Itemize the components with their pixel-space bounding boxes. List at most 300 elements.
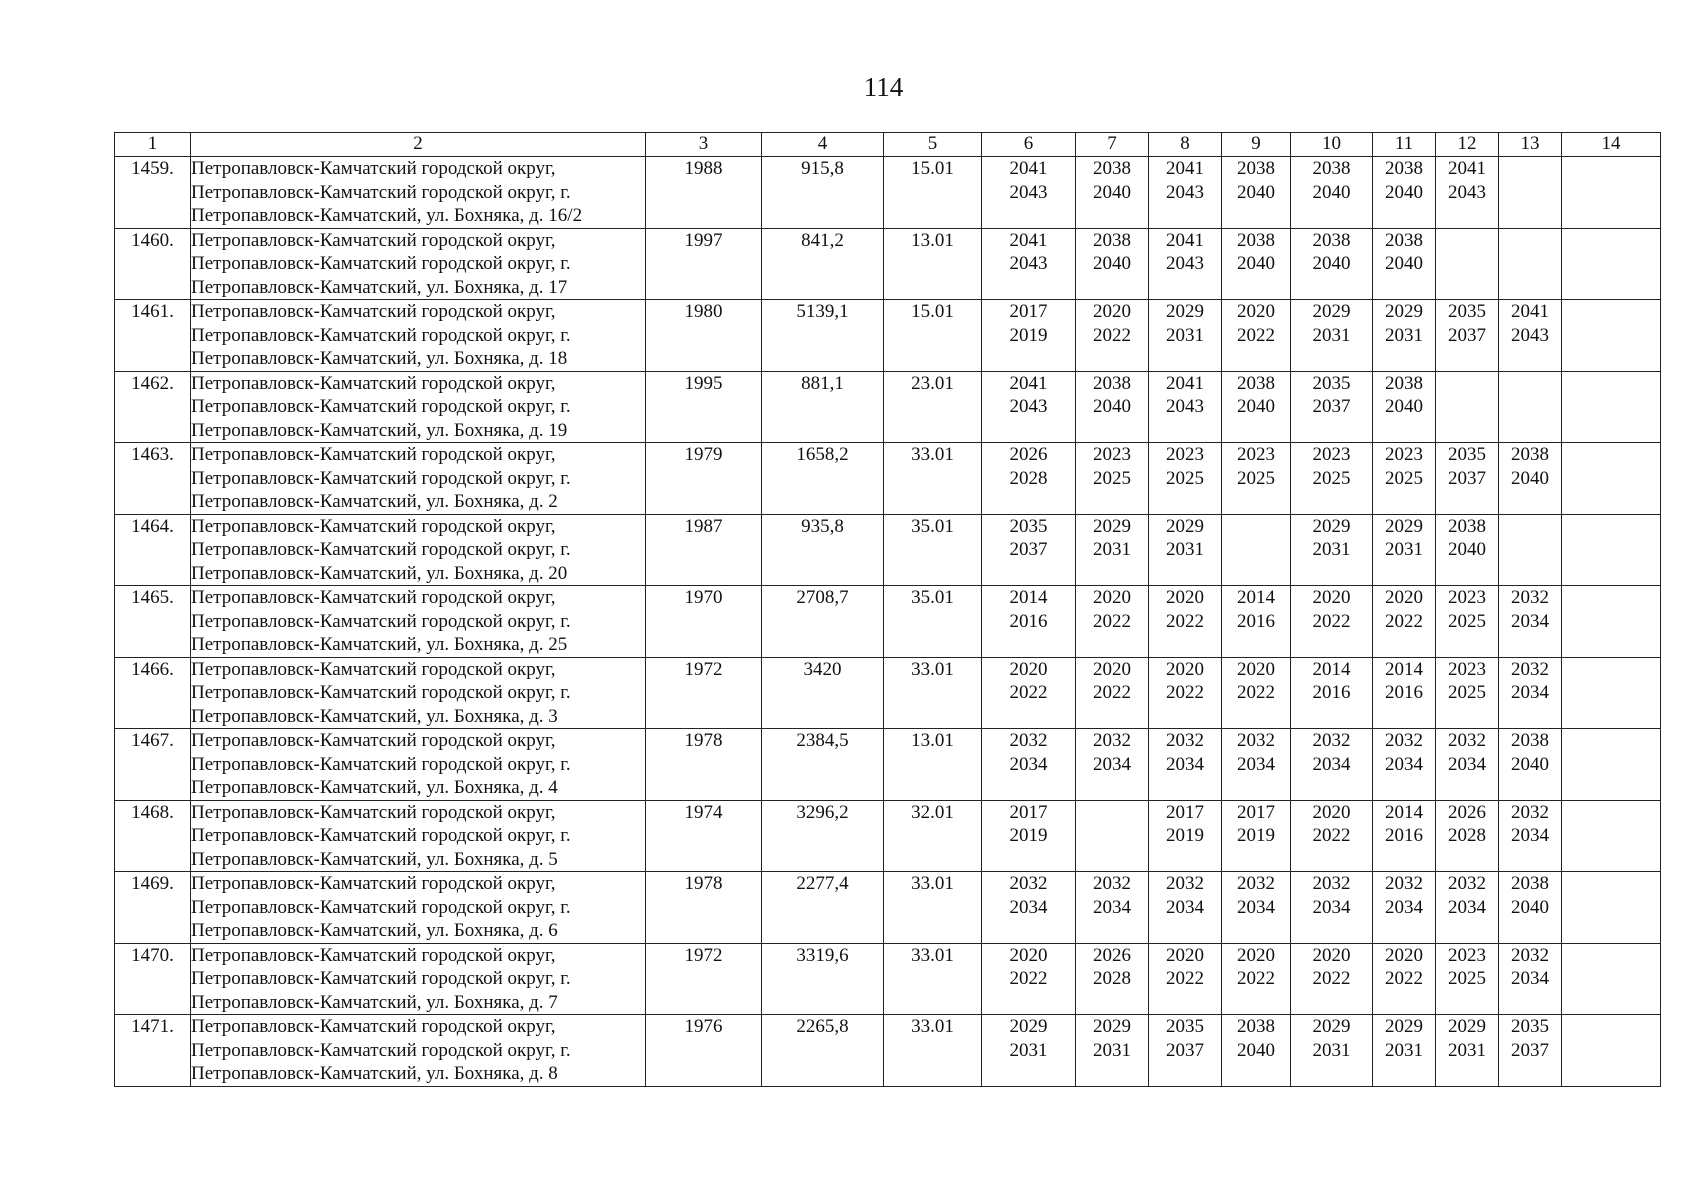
period-cell <box>1149 943 1222 1015</box>
period-year: 2038 <box>1312 158 1351 179</box>
period-cell <box>1291 729 1373 801</box>
build-year-cell: 1995 <box>646 371 762 443</box>
period-year: 2031 <box>1312 1039 1351 1061</box>
period-year: 2029 <box>1009 1016 1048 1037</box>
period-cell <box>1291 371 1373 443</box>
period-cell <box>1436 228 1499 300</box>
period-cell <box>1373 228 1436 300</box>
period-year: 2035 <box>1009 515 1048 537</box>
period-year: 2020 <box>1166 944 1204 966</box>
address-cell <box>191 657 646 729</box>
period-cell <box>1291 586 1373 658</box>
period-year: 2032 <box>1511 658 1549 680</box>
period-year: 2031 <box>1093 1039 1131 1061</box>
period-year: 2040 <box>1237 396 1275 417</box>
period-year: 2031 <box>1385 1039 1423 1061</box>
period-cell <box>1436 586 1499 658</box>
area-cell: 3420 <box>762 657 884 729</box>
period-year: 2041 <box>1166 229 1204 251</box>
address-line: Петропавловск-Камчатский городской округ, г. <box>191 467 571 489</box>
period-year: 2025 <box>1385 467 1423 489</box>
period-year: 2032 <box>1511 587 1549 608</box>
period-year: 2026 <box>1009 444 1048 465</box>
area-cell: 2265,8 <box>762 1015 884 1087</box>
period-cell <box>1499 657 1562 729</box>
period-cell <box>1222 228 1291 300</box>
period-year: 2037 <box>1448 467 1486 489</box>
address-cell <box>191 586 646 658</box>
address-line: Петропавловск-Камчатский, ул. Бохняка, д. 17 <box>191 276 568 298</box>
period-year: 2022 <box>1237 682 1275 703</box>
period-year: 2034 <box>1166 896 1204 918</box>
period-cell <box>1291 157 1373 229</box>
address-line: Петропавловск-Камчатский, ул. Бохняка, д. 25 <box>191 634 568 655</box>
period-cell <box>1562 157 1661 229</box>
period-year: 2022 <box>1009 968 1048 989</box>
period-year: 2034 <box>1511 682 1549 703</box>
period-cell <box>1222 300 1291 372</box>
row-number: 1465. <box>115 586 191 658</box>
address-line: Петропавловск-Камчатский городской округ, <box>191 158 556 179</box>
period-year: 2040 <box>1093 181 1131 203</box>
period-year: 2043 <box>1448 181 1486 203</box>
period-cell <box>1291 228 1373 300</box>
period-cell <box>1562 586 1661 658</box>
table-row <box>115 228 1661 300</box>
address-line: Петропавловск-Камчатский городской округ, <box>191 444 556 465</box>
area-cell: 2277,4 <box>762 872 884 944</box>
row-number: 1459. <box>115 157 191 229</box>
table-row <box>115 514 1661 586</box>
row-number: 1461. <box>115 300 191 372</box>
period-year: 2040 <box>1093 396 1131 417</box>
period-year: 2020 <box>1385 587 1423 608</box>
area-cell: 3296,2 <box>762 800 884 872</box>
period-cell <box>1076 443 1149 515</box>
period-year: 2034 <box>1448 753 1486 775</box>
build-year-cell: 1970 <box>646 586 762 658</box>
period-year: 2037 <box>1166 1039 1204 1061</box>
column-header: 10 <box>1291 133 1373 157</box>
period-year: 2029 <box>1312 515 1351 537</box>
code-cell: 33.01 <box>884 657 982 729</box>
build-year-cell: 1980 <box>646 300 762 372</box>
code-cell: 35.01 <box>884 514 982 586</box>
period-cell <box>1291 800 1373 872</box>
period-cell <box>1291 943 1373 1015</box>
period-cell <box>1149 514 1222 586</box>
period-year: 2017 <box>1166 801 1204 823</box>
address-line: Петропавловск-Камчатский городской округ, г. <box>191 610 571 632</box>
period-year: 2028 <box>1093 968 1131 989</box>
period-cell <box>1499 371 1562 443</box>
build-year-cell: 1978 <box>646 729 762 801</box>
period-year: 2041 <box>1009 372 1048 394</box>
period-year: 2032 <box>1093 873 1131 894</box>
column-header: 3 <box>646 133 762 157</box>
period-cell <box>982 800 1076 872</box>
period-year: 2016 <box>1237 610 1275 632</box>
column-header: 11 <box>1373 133 1436 157</box>
code-cell: 13.01 <box>884 228 982 300</box>
column-header: 6 <box>982 133 1076 157</box>
period-cell <box>982 943 1076 1015</box>
period-cell <box>1373 300 1436 372</box>
area-cell: 881,1 <box>762 371 884 443</box>
period-year: 2020 <box>1385 944 1423 966</box>
column-header: 7 <box>1076 133 1149 157</box>
period-cell <box>1373 443 1436 515</box>
period-cell <box>1222 371 1291 443</box>
area-cell: 2384,5 <box>762 729 884 801</box>
period-year: 2019 <box>1009 825 1048 846</box>
address-line: Петропавловск-Камчатский, ул. Бохняка, д. 3 <box>191 705 558 727</box>
row-number: 1462. <box>115 371 191 443</box>
period-year: 2029 <box>1093 1016 1131 1037</box>
period-cell <box>982 157 1076 229</box>
period-cell <box>1499 443 1562 515</box>
period-year: 2022 <box>1385 610 1423 632</box>
row-number: 1467. <box>115 729 191 801</box>
code-cell: 13.01 <box>884 729 982 801</box>
period-cell <box>1149 872 1222 944</box>
code-cell: 15.01 <box>884 157 982 229</box>
table-row <box>115 300 1661 372</box>
period-year: 2034 <box>1009 896 1048 918</box>
period-year: 2043 <box>1166 396 1204 417</box>
period-year: 2037 <box>1009 539 1048 560</box>
column-header: 13 <box>1499 133 1562 157</box>
period-cell <box>1562 443 1661 515</box>
period-cell <box>1499 800 1562 872</box>
period-year: 2040 <box>1237 253 1275 274</box>
period-year: 2032 <box>1448 873 1486 894</box>
period-cell <box>1076 729 1149 801</box>
period-year: 2022 <box>1237 968 1275 989</box>
period-cell <box>1373 1015 1436 1087</box>
period-year: 2025 <box>1448 610 1486 632</box>
period-year: 2038 <box>1511 444 1549 465</box>
period-year: 2025 <box>1237 467 1275 489</box>
address-line: Петропавловск-Камчатский городской округ, г. <box>191 396 571 417</box>
period-year: 2038 <box>1312 229 1351 251</box>
period-year: 2023 <box>1385 444 1423 465</box>
address-line: Петропавловск-Камчатский городской округ, <box>191 801 556 823</box>
period-cell <box>1149 443 1222 515</box>
address-line: Петропавловск-Камчатский городской округ, <box>191 301 556 322</box>
period-year: 2032 <box>1237 730 1275 751</box>
period-year: 2020 <box>1166 658 1204 680</box>
period-year: 2020 <box>1237 301 1275 322</box>
code-cell: 33.01 <box>884 1015 982 1087</box>
period-year: 2022 <box>1093 324 1131 346</box>
address-cell <box>191 514 646 586</box>
period-year: 2034 <box>1511 610 1549 632</box>
period-year: 2022 <box>1009 682 1048 703</box>
period-year: 2023 <box>1448 587 1486 608</box>
address-line: Петропавловск-Камчатский городской округ, г. <box>191 968 571 989</box>
period-year: 2017 <box>1009 801 1048 823</box>
period-year: 2034 <box>1312 753 1351 775</box>
period-year: 2025 <box>1166 467 1204 489</box>
period-year: 2022 <box>1093 610 1131 632</box>
period-year: 2020 <box>1237 658 1275 680</box>
period-cell <box>1291 514 1373 586</box>
period-year: 2040 <box>1385 181 1423 203</box>
table-row <box>115 800 1661 872</box>
period-cell <box>1149 1015 1222 1087</box>
period-cell <box>1373 514 1436 586</box>
period-year: 2020 <box>1237 944 1275 966</box>
period-cell <box>1499 943 1562 1015</box>
period-year: 2038 <box>1385 229 1423 251</box>
period-cell <box>1499 872 1562 944</box>
address-line: Петропавловск-Камчатский городской округ, г. <box>191 1039 571 1061</box>
row-number: 1468. <box>115 800 191 872</box>
period-cell <box>1436 657 1499 729</box>
period-cell <box>1373 872 1436 944</box>
period-year: 2029 <box>1312 1016 1351 1037</box>
build-year-cell: 1997 <box>646 228 762 300</box>
period-cell <box>1562 872 1661 944</box>
period-year: 2043 <box>1166 253 1204 274</box>
period-year: 2025 <box>1093 467 1131 489</box>
period-year: 2040 <box>1093 253 1131 274</box>
period-cell <box>1373 586 1436 658</box>
period-year: 2035 <box>1448 444 1486 465</box>
period-cell <box>1562 729 1661 801</box>
period-year: 2017 <box>1237 801 1275 823</box>
period-year: 2034 <box>1511 968 1549 989</box>
period-cell <box>1436 371 1499 443</box>
period-cell <box>1076 1015 1149 1087</box>
period-year: 2032 <box>1093 730 1131 751</box>
period-cell <box>1562 800 1661 872</box>
period-year: 2016 <box>1312 682 1351 703</box>
period-year: 2016 <box>1009 610 1048 632</box>
period-cell <box>982 872 1076 944</box>
address-line: Петропавловск-Камчатский, ул. Бохняка, д. 20 <box>191 562 568 584</box>
row-number: 1460. <box>115 228 191 300</box>
period-year: 2032 <box>1448 730 1486 751</box>
period-cell <box>1436 729 1499 801</box>
period-year: 2025 <box>1312 467 1351 489</box>
address-line: Петропавловск-Камчатский городской округ, <box>191 658 556 680</box>
address-line: Петропавловск-Камчатский, ул. Бохняка, д. 6 <box>191 920 558 941</box>
period-year: 2037 <box>1448 324 1486 346</box>
period-year: 2041 <box>1511 301 1549 322</box>
address-cell <box>191 300 646 372</box>
period-year: 2034 <box>1448 896 1486 918</box>
build-year-cell: 1988 <box>646 157 762 229</box>
address-line: Петропавловск-Камчатский городской округ, <box>191 587 556 608</box>
address-cell <box>191 943 646 1015</box>
period-year: 2034 <box>1093 896 1131 918</box>
area-cell: 935,8 <box>762 514 884 586</box>
period-cell <box>1436 514 1499 586</box>
period-cell <box>1222 657 1291 729</box>
column-header: 2 <box>191 133 646 157</box>
period-year: 2023 <box>1312 444 1351 465</box>
row-number: 1463. <box>115 443 191 515</box>
period-year: 2034 <box>1511 825 1549 846</box>
address-line: Петропавловск-Камчатский городской округ, <box>191 1016 556 1037</box>
period-cell <box>1562 1015 1661 1087</box>
period-cell <box>982 514 1076 586</box>
period-cell <box>1373 729 1436 801</box>
period-cell <box>1222 872 1291 944</box>
period-year: 2038 <box>1385 372 1423 394</box>
period-cell <box>1222 1015 1291 1087</box>
period-year: 2032 <box>1009 873 1048 894</box>
period-year: 2029 <box>1385 515 1423 537</box>
period-year: 2035 <box>1511 1016 1549 1037</box>
period-year: 2041 <box>1448 158 1486 179</box>
period-year: 2038 <box>1237 1016 1275 1037</box>
period-year: 2020 <box>1093 658 1131 680</box>
period-year: 2031 <box>1448 1039 1486 1061</box>
period-year: 2041 <box>1009 158 1048 179</box>
row-number: 1469. <box>115 872 191 944</box>
period-cell <box>1373 157 1436 229</box>
period-year: 2043 <box>1166 181 1204 203</box>
period-year: 2038 <box>1385 158 1423 179</box>
period-year: 2032 <box>1511 944 1549 966</box>
address-line: Петропавловск-Камчатский городской округ, г. <box>191 682 571 703</box>
period-year: 2032 <box>1237 873 1275 894</box>
address-line: Петропавловск-Камчатский городской округ, г. <box>191 825 571 846</box>
period-year: 2037 <box>1312 396 1351 417</box>
period-year: 2028 <box>1448 825 1486 846</box>
period-cell <box>1076 943 1149 1015</box>
period-year: 2014 <box>1385 658 1423 680</box>
period-year: 2040 <box>1511 896 1549 918</box>
code-cell: 33.01 <box>884 443 982 515</box>
row-number: 1470. <box>115 943 191 1015</box>
period-year: 2034 <box>1166 753 1204 775</box>
period-year: 2022 <box>1166 682 1204 703</box>
address-line: Петропавловск-Камчатский, ул. Бохняка, д. 4 <box>191 777 558 798</box>
period-year: 2014 <box>1385 801 1423 823</box>
period-year: 2026 <box>1448 801 1486 823</box>
period-cell <box>1373 800 1436 872</box>
period-year: 2034 <box>1237 896 1275 918</box>
period-cell <box>1436 157 1499 229</box>
period-year: 2031 <box>1166 539 1204 560</box>
period-cell <box>1436 800 1499 872</box>
table-row <box>115 872 1661 944</box>
period-cell <box>1149 800 1222 872</box>
area-cell: 3319,6 <box>762 943 884 1015</box>
period-year: 2032 <box>1385 873 1423 894</box>
address-cell <box>191 800 646 872</box>
period-year: 2029 <box>1448 1016 1486 1037</box>
period-year: 2035 <box>1166 1016 1204 1037</box>
period-cell <box>1222 729 1291 801</box>
code-cell: 35.01 <box>884 586 982 658</box>
address-cell <box>191 371 646 443</box>
build-year-cell: 1972 <box>646 657 762 729</box>
column-header: 1 <box>115 133 191 157</box>
period-cell <box>1149 228 1222 300</box>
period-year: 2040 <box>1448 539 1486 560</box>
period-year: 2043 <box>1009 253 1048 274</box>
registry-table <box>114 132 1661 1087</box>
period-year: 2043 <box>1009 396 1048 417</box>
period-cell <box>1291 1015 1373 1087</box>
period-year: 2034 <box>1009 753 1048 775</box>
period-year: 2025 <box>1448 968 1486 989</box>
address-line: Петропавловск-Камчатский городской округ, г. <box>191 896 571 918</box>
period-year: 2041 <box>1166 158 1204 179</box>
period-cell <box>1222 800 1291 872</box>
period-year: 2037 <box>1511 1039 1549 1061</box>
area-cell: 915,8 <box>762 157 884 229</box>
period-year: 2014 <box>1237 587 1275 608</box>
period-cell <box>1149 586 1222 658</box>
address-line: Петропавловск-Камчатский городской округ, <box>191 873 556 894</box>
table-row <box>115 657 1661 729</box>
period-year: 2032 <box>1312 873 1351 894</box>
period-year: 2020 <box>1312 944 1351 966</box>
address-line: Петропавловск-Камчатский, ул. Бохняка, д. 5 <box>191 848 558 870</box>
period-year: 2038 <box>1511 730 1549 751</box>
period-cell <box>1499 157 1562 229</box>
address-line: Петропавловск-Камчатский городской округ, <box>191 730 556 751</box>
address-line: Петропавловск-Камчатский, ул. Бохняка, д. 18 <box>191 348 568 369</box>
period-cell <box>1222 443 1291 515</box>
area-cell: 1658,2 <box>762 443 884 515</box>
period-cell <box>1222 586 1291 658</box>
period-year: 2040 <box>1385 253 1423 274</box>
period-cell <box>982 586 1076 658</box>
period-cell <box>1499 300 1562 372</box>
address-cell <box>191 872 646 944</box>
period-year: 2040 <box>1385 396 1423 417</box>
period-year: 2031 <box>1009 1039 1048 1061</box>
period-cell <box>982 1015 1076 1087</box>
period-cell <box>1562 514 1661 586</box>
period-cell <box>982 300 1076 372</box>
period-year: 2038 <box>1448 515 1486 537</box>
period-year: 2022 <box>1312 825 1351 846</box>
period-year: 2016 <box>1385 682 1423 703</box>
period-year: 2023 <box>1448 944 1486 966</box>
period-year: 2032 <box>1385 730 1423 751</box>
period-cell <box>1076 228 1149 300</box>
table-row <box>115 943 1661 1015</box>
period-cell <box>1222 514 1291 586</box>
build-year-cell: 1979 <box>646 443 762 515</box>
period-year: 2038 <box>1093 372 1131 394</box>
area-cell: 841,2 <box>762 228 884 300</box>
period-year: 2043 <box>1009 181 1048 203</box>
table-row <box>115 157 1661 229</box>
table-row <box>115 1015 1661 1087</box>
period-year: 2031 <box>1312 539 1351 560</box>
address-cell <box>191 157 646 229</box>
period-cell <box>1076 371 1149 443</box>
address-line: Петропавловск-Камчатский городской округ, <box>191 944 556 966</box>
period-cell <box>1499 228 1562 300</box>
period-year: 2020 <box>1093 301 1131 322</box>
period-year: 2026 <box>1093 944 1131 966</box>
period-year: 2020 <box>1312 587 1351 608</box>
period-cell <box>1436 1015 1499 1087</box>
column-header: 8 <box>1149 133 1222 157</box>
table-row <box>115 443 1661 515</box>
address-cell <box>191 228 646 300</box>
